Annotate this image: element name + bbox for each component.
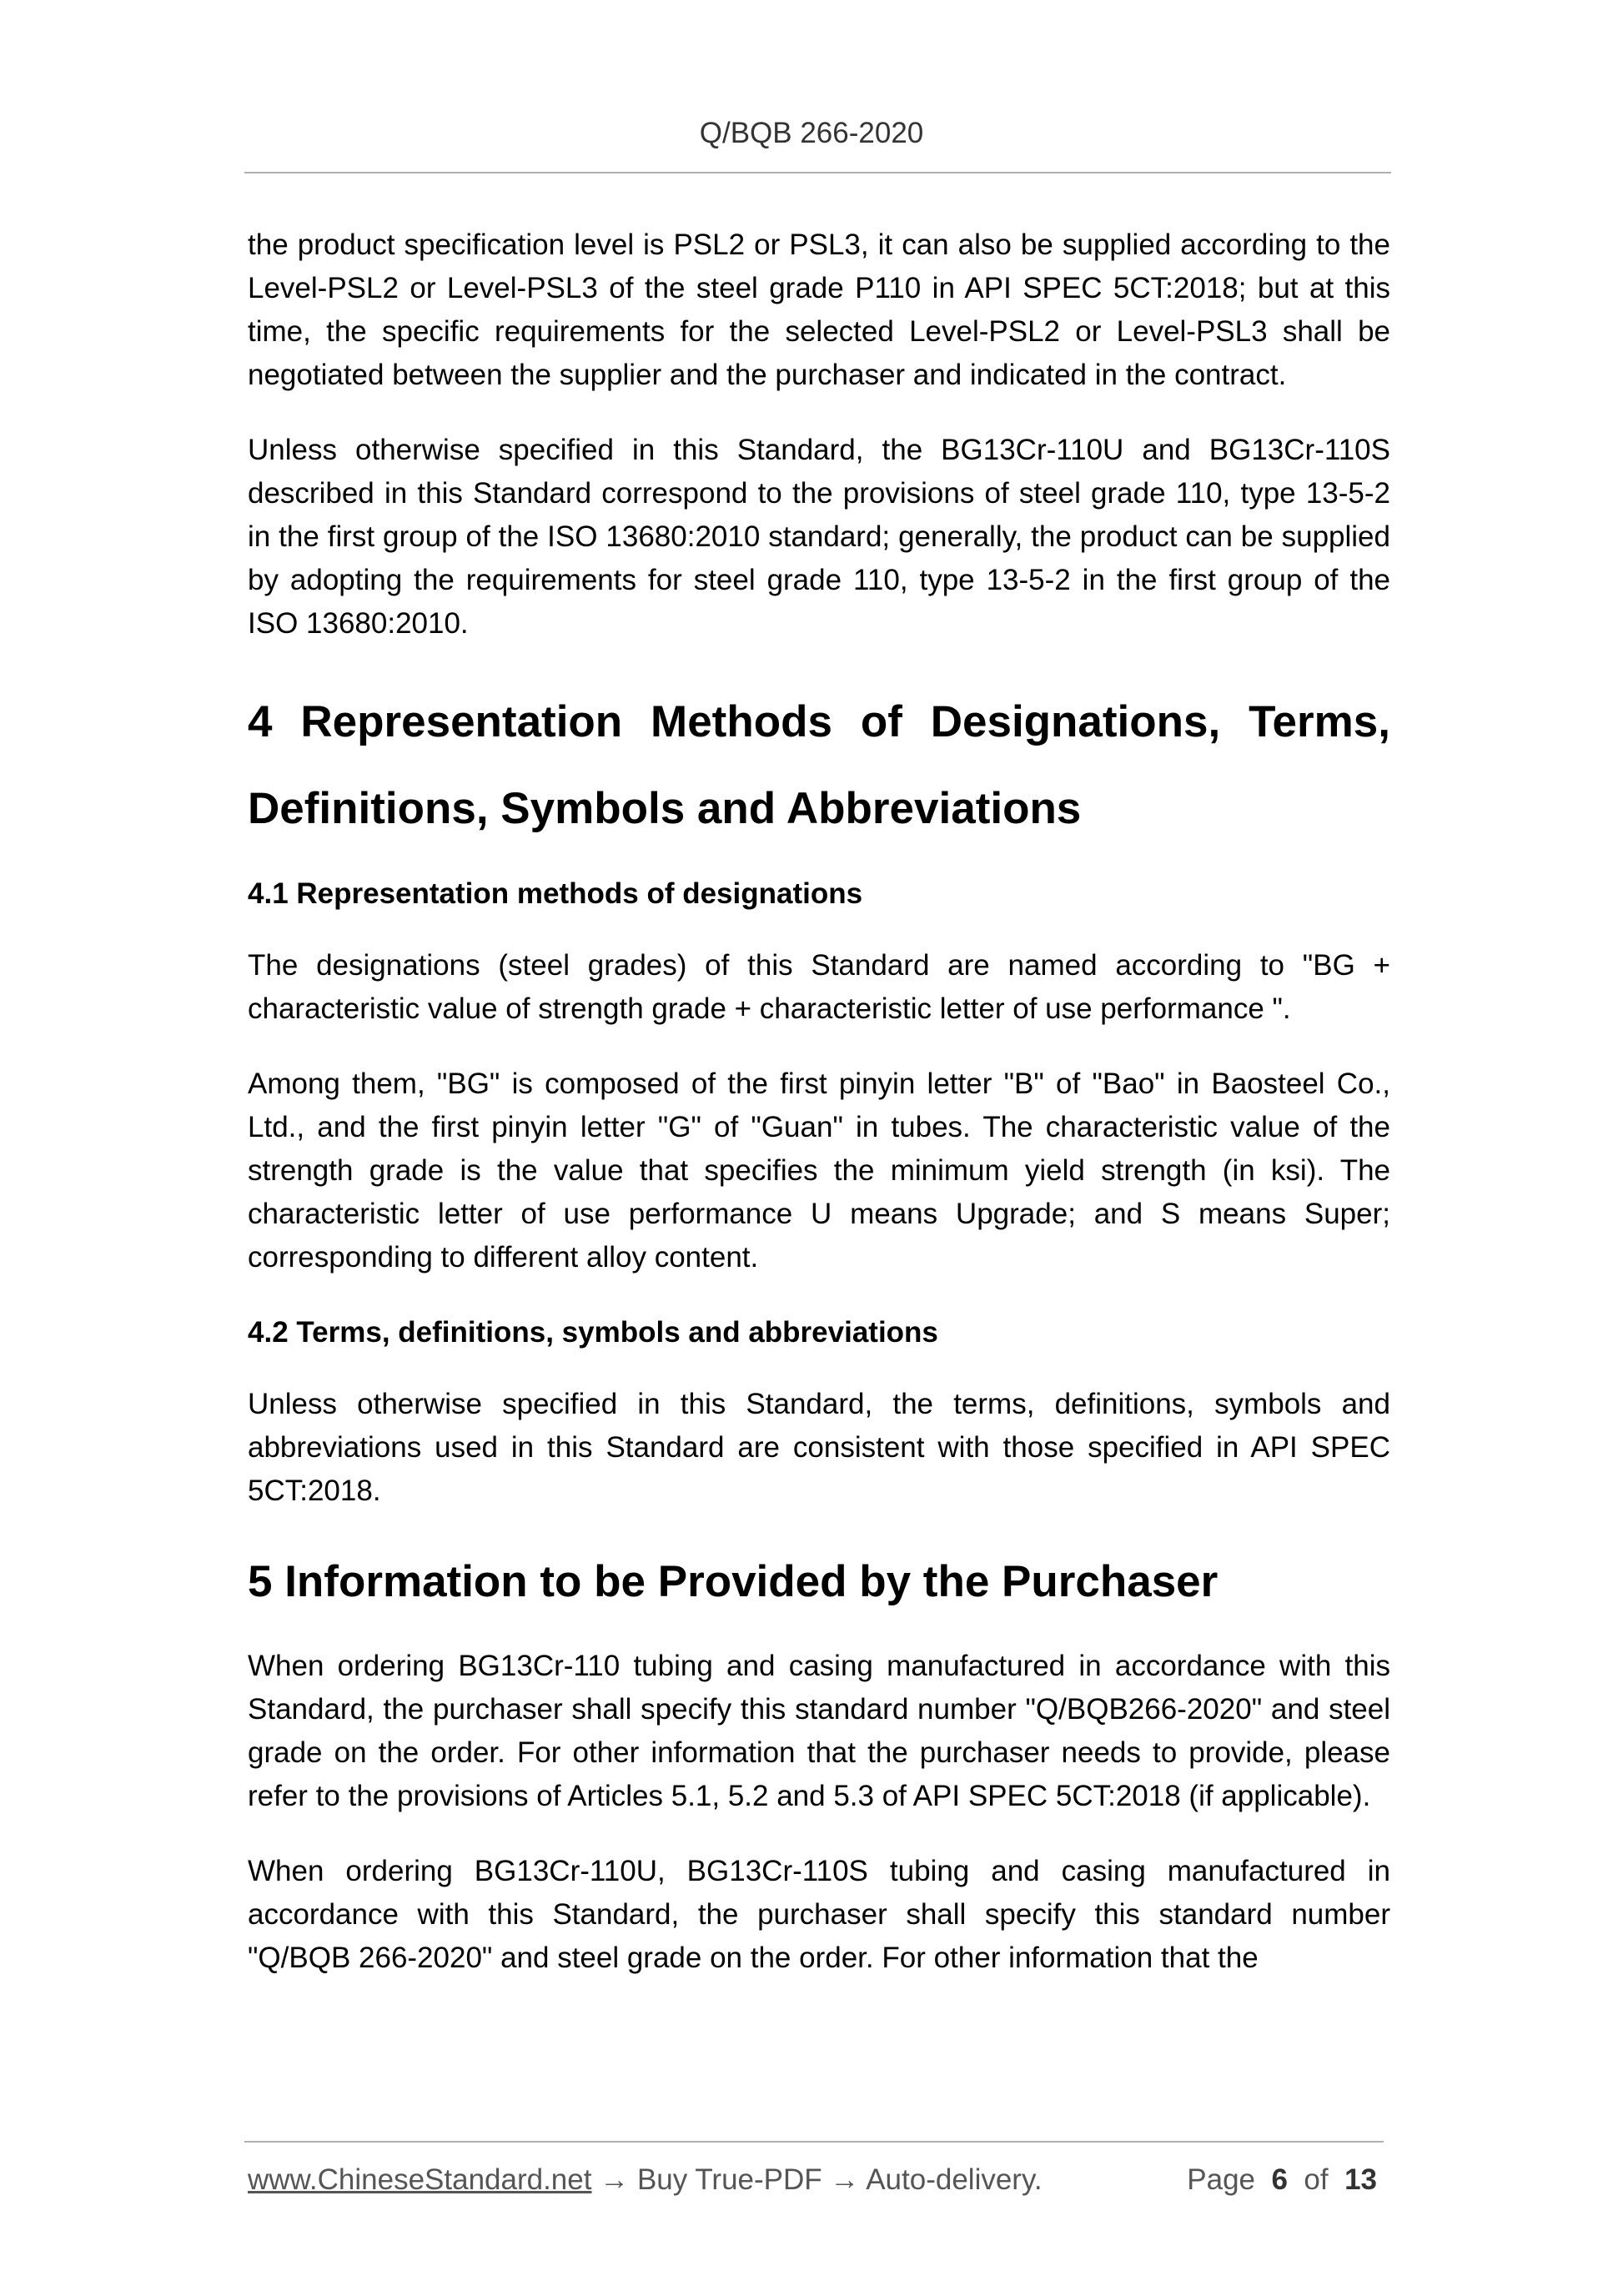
delivery-text: Auto-delivery.: [866, 2163, 1043, 2196]
subsection-heading-4-2: 4.2 Terms, definitions, symbols and abbreviations: [248, 1316, 938, 1349]
buy-text: Buy True-PDF: [636, 2163, 822, 2196]
arrow-right-icon: →: [830, 2163, 860, 2196]
paragraph: Unless otherwise specified in this Standard, the BG13Cr-110U and BG13Cr-110S described in this Standard correspond to the provisions of steel grade 110, type 13-5-2 in the first group of the ISO 13680:2010 standard; generally, the product can be supplied by adopting the requirements for steel grade 110, type 13-5-2 in the first group of the ISO 13680:2010.: [248, 434, 1390, 640]
page-total: 13: [1344, 2163, 1377, 2196]
paragraph: Unless otherwise specified in this Standard, the terms, definitions, symbols and abbreviations used in this Standard are consistent with those specified in API SPEC 5CT:2018.: [248, 1388, 1390, 1507]
paragraph: The designations (steel grades) of this Standard are named according to "BG + characteristic value of strength grade + characteristic letter of use performance ".: [248, 949, 1390, 1025]
website-link[interactable]: www.ChineseStandard.net: [248, 2163, 592, 2196]
page-of-label: of: [1304, 2163, 1329, 2196]
page-number: [1187, 2163, 1377, 2197]
page-label: Page: [1187, 2163, 1256, 2196]
document-body: [248, 224, 1390, 2012]
section-heading-4: 4 Representation Methods of Designations, Terms, Definitions, Symbols and Abbreviations: [248, 697, 1390, 833]
footer-divider: [244, 2141, 1384, 2143]
paragraph: Among them, "BG" is composed of the first pinyin letter "B" of "Bao" in Baosteel Co., Ltd., and the first pinyin letter "G" of "Guan" in tubes. The characteristic value of the strength grade is the value that specifies the minimum yield strength (in ksi). The characteristic letter of use performance U means Upgrade; and S means Super; corresponding to different alloy content.: [248, 1068, 1390, 1274]
arrow-right-icon: →: [600, 2163, 630, 2196]
page-current: 6: [1271, 2163, 1288, 2196]
paragraph: When ordering BG13Cr-110 tubing and casing manufactured in accordance with this Standard, the purchaser shall specify this standard number "Q/BQB266-2020" and steel grade on the order. For other information that the purchaser needs to provide, please refer to the provisions of Articles 5.1, 5.2 and 5.3 of API SPEC 5CT:2018 (if applicable).: [248, 1650, 1390, 1812]
subsection-heading-4-1: 4.1 Representation methods of designations: [248, 877, 863, 910]
section-heading-5: 5 Information to be Provided by the Purchaser: [248, 1557, 1219, 1606]
paragraph: the product specification level is PSL2 or PSL3, it can also be supplied according to the Level-PSL2 or Level-PSL3 of the steel grade P110 in API SPEC 5CT:2018; but at this time, the specific requirements for the selected Level-PSL2 or Level-PSL3 shall be negotiated between the supplier and the purchaser and indicated in the contract.: [248, 229, 1390, 391]
page-header-title: Q/BQB 266-2020: [699, 117, 924, 149]
footer-promo: [248, 2163, 1043, 2197]
header-divider: [244, 172, 1391, 173]
paragraph: When ordering BG13Cr-110U, BG13Cr-110S tubing and casing manufactured in accordance with this Standard, the purchaser shall specify this standard number "Q/BQB 266-2020" and steel grade on the order. For other information that the: [248, 1855, 1390, 1974]
